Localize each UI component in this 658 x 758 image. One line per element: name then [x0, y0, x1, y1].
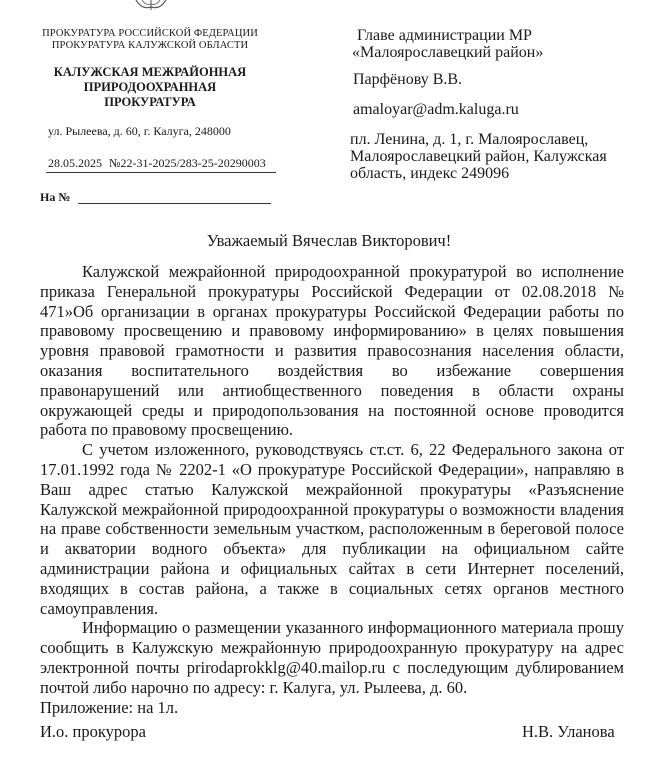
- recipient-addr3: область, индекс 249096: [350, 165, 510, 182]
- paragraph-1: Калужской межрайонной природоохранной прокуратурой во исполнение приказа Генеральной прокуратуры Российской Федерации от 02.08.2018 № 471»Об организации в органах прокуратуры Российской Федерации работы по правовому просвещению и правовому информированию» в целях повышения уровня правовой грамотности и развития правосознания населения области, оказания воспитательного воздействия во избежание совершения правонарушений или антиобщественного поведения в области охраны окружающей среды и природопользования на постоянной основе проводится работа по правовому просвещению.: [40, 262, 624, 440]
- recipient-email: amaloyar@adm.kaluga.ru: [353, 101, 519, 118]
- paragraph-2: С учетом изложенного, руководствуясь ст.ст. 6, 22 Федерального закона от 17.01.1992 года № 2202-1 «О прокуратуре Российской Федерации», направляю в Ваш адрес статью Калужской межрайонной прокуратуры «Разъяснение Калужской межрайонной природоохранной прокуратуры о возможности владения на праве собственности земельным участком, расположенным в береговой полосе и акватории водного объекта» для публикации на официальном сайте администрации района и официальных сайтах в сети Интернет поселений, входящих в состав района, а также в социальных сетях органов местного самоуправления.: [40, 440, 624, 618]
- recipient-addr1: пл. Ленина, д. 1, г. Малоярославец,: [350, 131, 589, 148]
- sender-org-header: [30, 28, 270, 52]
- paragraph-3: [40, 618, 624, 697]
- letter-body: [40, 262, 624, 717]
- paragraph-3-end: с последующим дублированием почтой либо нарочно по адресу: г. Калуга, ул. Рылеева, д. 60.: [40, 657, 624, 697]
- recipient-line2: «Малоярославецкий район»: [352, 44, 544, 61]
- contact-email: prirodaprokklg@40.mailop.ru: [186, 657, 386, 677]
- sender-org-name: [30, 65, 270, 110]
- recipient-addr2: Малоярославецкий район, Калужская: [350, 148, 607, 165]
- recipient-line1: Главе администрации МР: [357, 27, 532, 44]
- reply-label: На №: [40, 190, 71, 204]
- signatory-position: И.о. прокурора: [40, 722, 146, 741]
- paragraph-3-start: Информацию о размещении указанного информационного материала прошу сообщить в Калужскую межрайонную природоохранную прокуратуру на адрес электронной почты: [40, 618, 624, 677]
- sender-org-line2: ПРОКУРАТУРА КАЛУЖСКОЙ ОБЛАСТИ: [51, 40, 249, 51]
- attachment-note: Приложение: на 1л.: [40, 697, 179, 717]
- emblem-icon: [134, 0, 168, 12]
- recipient-name: Парфёнову В.В.: [353, 71, 463, 88]
- sender-org-line1: ПРОКУРАТУРА РОССИЙСКОЙ ФЕДЕРАЦИИ: [42, 28, 258, 39]
- reply-number-line: [78, 203, 271, 204]
- reference-underline: [46, 172, 276, 173]
- sender-address: ул. Рылеева, д. 60, г. Калуга, 248000: [48, 124, 231, 138]
- outgoing-number: №22-31-2025/283-25-20290003: [109, 156, 266, 170]
- recipient-address: [350, 131, 607, 182]
- sender-name-line2: ПРИРОДООХРАННАЯ: [83, 80, 217, 94]
- recipient-title: [352, 27, 544, 61]
- signatory-name: Н.В. Уланова: [522, 722, 615, 741]
- outgoing-reference: [48, 156, 278, 171]
- salutation: Уважаемый Вячеслав Викторович!: [206, 231, 452, 250]
- sender-name-line3: ПРОКУРАТУРА: [104, 95, 196, 109]
- outgoing-date: 28.05.2025: [48, 156, 102, 170]
- sender-name-line1: КАЛУЖСКАЯ МЕЖРАЙОННАЯ: [53, 65, 247, 79]
